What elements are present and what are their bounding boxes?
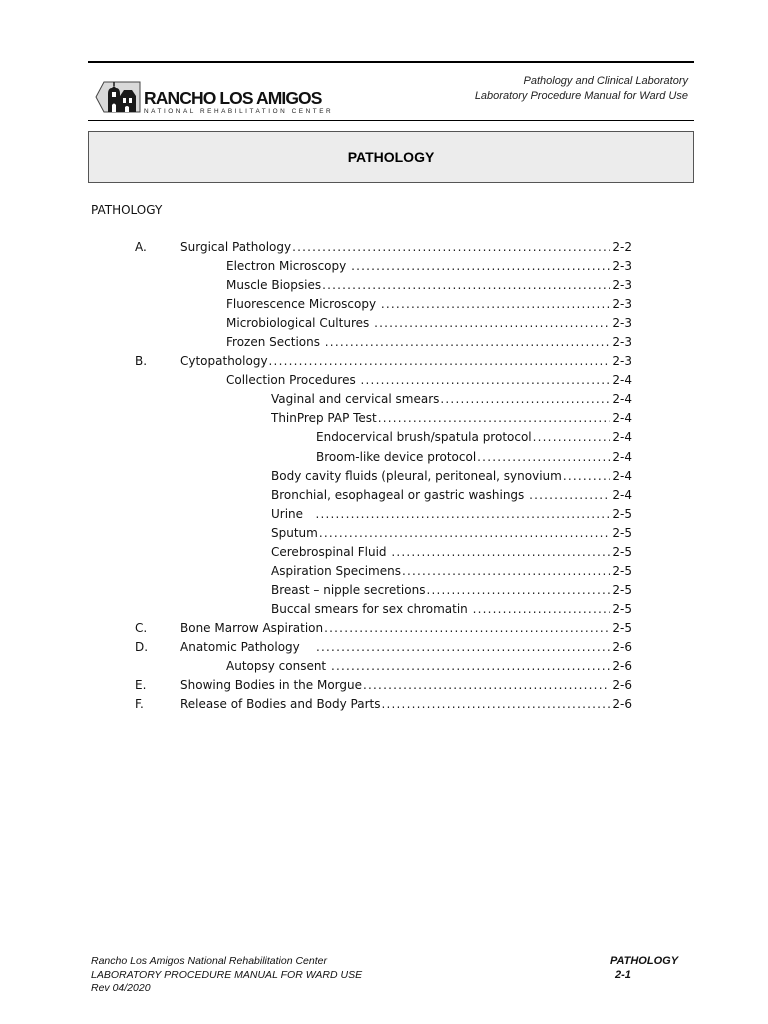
toc-row <box>0 314 768 333</box>
toc-row <box>0 581 768 600</box>
toc-row <box>0 428 768 447</box>
toc-entry-title: Electron Microscopy <box>226 257 350 276</box>
toc-entry-title: Collection Procedures <box>226 371 360 390</box>
toc-dot-leader <box>472 600 611 619</box>
toc-entry-title: Endocervical brush/spatula protocol <box>316 428 532 447</box>
footer-line-3: Rev 04/2020 <box>91 982 151 994</box>
toc-entry-title: Buccal smears for sex chromatin <box>271 600 472 619</box>
toc-row <box>0 695 768 714</box>
toc-page-number: 2-5 <box>612 620 632 635</box>
toc-row <box>0 505 768 524</box>
toc-page-number: 2-3 <box>612 335 632 350</box>
toc-entry[interactable] <box>316 428 632 447</box>
toc-entry-title: Fluorescence Microscopy <box>226 295 380 314</box>
toc-entry-title: Bone Marrow Aspiration <box>180 619 323 638</box>
toc-entry[interactable] <box>271 581 632 600</box>
toc-page-number: 2-5 <box>612 525 632 540</box>
toc-entry-title: Body cavity fluids (pleural, peritoneal, synovium <box>271 467 562 486</box>
toc-page-number: 2-4 <box>612 430 632 445</box>
toc-dot-leader <box>562 467 611 486</box>
toc-entry[interactable] <box>271 505 632 524</box>
toc-entry-title: Cytopathology <box>180 352 268 371</box>
toc-row <box>0 333 768 352</box>
toc-row <box>0 562 768 581</box>
toc-dot-leader <box>315 638 610 657</box>
table-of-contents <box>0 238 768 714</box>
toc-dot-leader <box>362 676 610 695</box>
toc-page-number: 2-6 <box>612 697 632 712</box>
toc-entry[interactable] <box>180 638 632 657</box>
toc-entry-title: Aspiration Specimens <box>271 562 401 581</box>
toc-dot-leader <box>401 562 610 581</box>
toc-page-number: 2-3 <box>612 259 632 274</box>
logo-subtitle: NATIONAL REHABILITATION CENTER <box>144 108 334 115</box>
logo <box>94 78 334 118</box>
toc-letter: A. <box>135 240 147 254</box>
toc-dot-leader <box>532 428 611 447</box>
toc-dot-leader <box>330 657 610 676</box>
toc-row <box>0 276 768 295</box>
toc-entry-title: Bronchial, esophageal or gastric washings <box>271 486 528 505</box>
page-title-box <box>88 131 694 183</box>
toc-entry-title: Autopsy consent <box>226 657 330 676</box>
toc-dot-leader <box>528 486 610 505</box>
toc-letter: C. <box>135 620 148 635</box>
toc-page-number: 2-3 <box>612 297 632 312</box>
header-line-1: Pathology and Clinical Laboratory <box>523 75 688 87</box>
toc-page-number: 2-3 <box>612 354 632 369</box>
top-rule <box>88 61 694 63</box>
toc-row <box>0 619 768 638</box>
toc-entry-title: Cerebrospinal Fluid <box>271 543 390 562</box>
toc-dot-leader <box>381 695 611 714</box>
toc-row <box>0 486 768 505</box>
toc-entry-title: Showing Bodies in the Morgue <box>180 676 362 695</box>
toc-row <box>0 524 768 543</box>
toc-page-number: 2-5 <box>612 601 632 616</box>
toc-dot-leader <box>314 505 610 524</box>
document-header-info <box>475 74 688 104</box>
toc-page-number: 2-6 <box>612 678 632 693</box>
page-title: PATHOLOGY <box>347 149 435 165</box>
toc-row <box>0 257 768 276</box>
toc-row <box>0 600 768 619</box>
toc-entry[interactable] <box>271 524 632 543</box>
toc-entry[interactable] <box>180 676 632 695</box>
toc-entry[interactable] <box>271 390 632 409</box>
toc-page-number: 2-5 <box>612 563 632 578</box>
toc-entry-title: Vaginal and cervical smears <box>271 390 439 409</box>
toc-entry[interactable] <box>226 276 632 295</box>
toc-entry[interactable] <box>180 619 632 638</box>
toc-dot-leader <box>425 581 610 600</box>
toc-entry[interactable] <box>271 600 632 619</box>
toc-dot-leader <box>323 619 610 638</box>
toc-dot-leader <box>268 352 611 371</box>
toc-row <box>0 390 768 409</box>
toc-entry-title: Release of Bodies and Body Parts <box>180 695 381 714</box>
toc-entry[interactable] <box>226 657 632 676</box>
toc-entry[interactable] <box>316 448 632 467</box>
toc-letter: D. <box>135 639 149 654</box>
toc-row <box>0 543 768 562</box>
toc-letter: F. <box>135 697 144 712</box>
toc-page-number: 2-5 <box>612 506 632 521</box>
toc-entry[interactable] <box>271 543 632 562</box>
toc-letter: E. <box>135 678 147 693</box>
toc-entry-title: Broom-like device protocol <box>316 448 476 467</box>
toc-entry[interactable] <box>271 562 632 581</box>
toc-entry[interactable] <box>226 257 632 276</box>
toc-entry[interactable] <box>226 333 632 352</box>
toc-entry-title: Muscle Biopsies <box>226 276 321 295</box>
toc-dot-leader <box>439 390 610 409</box>
toc-entry-title: Breast – nipple secretions <box>271 581 425 600</box>
toc-entry[interactable] <box>180 695 632 714</box>
toc-entry[interactable] <box>271 409 632 428</box>
toc-entry-title: Urine <box>271 505 314 524</box>
toc-page-number: 2-3 <box>612 278 632 293</box>
toc-page-number: 2-2 <box>612 240 632 254</box>
toc-entry-title: ThinPrep PAP Test <box>271 409 377 428</box>
section-heading: PATHOLOGY <box>91 203 163 217</box>
footer-section-title: PATHOLOGY <box>610 955 679 967</box>
footer-line-2: LABORATORY PROCEDURE MANUAL FOR WARD USE <box>91 968 363 981</box>
toc-row <box>0 409 768 428</box>
toc-dot-leader <box>321 276 610 295</box>
toc-dot-leader <box>380 295 611 314</box>
toc-entry-title: Surgical Pathology <box>180 238 291 257</box>
toc-page-number: 2-3 <box>612 316 632 331</box>
toc-entry[interactable] <box>180 238 632 257</box>
toc-row <box>0 371 768 390</box>
toc-page-number: 2-4 <box>612 392 632 407</box>
toc-entry-title: Sputum <box>271 524 318 543</box>
toc-row <box>0 676 768 695</box>
toc-entry-title: Frozen Sections <box>226 333 324 352</box>
toc-dot-leader <box>390 543 610 562</box>
header-rule <box>88 120 694 121</box>
toc-row <box>0 657 768 676</box>
toc-entry[interactable] <box>226 314 632 333</box>
toc-row <box>0 467 768 486</box>
toc-dot-leader <box>360 371 611 390</box>
toc-page-number: 2-6 <box>612 659 632 674</box>
toc-entry[interactable] <box>226 295 632 314</box>
toc-page-number: 2-5 <box>612 582 632 597</box>
toc-page-number: 2-4 <box>612 411 632 426</box>
toc-page-number: 2-4 <box>612 449 632 464</box>
toc-entry[interactable] <box>271 486 632 505</box>
mission-building-icon <box>94 78 142 116</box>
footer <box>91 955 362 996</box>
toc-dot-leader <box>476 448 610 467</box>
toc-dot-leader <box>324 333 611 352</box>
toc-page-number: 2-4 <box>612 487 632 502</box>
toc-entry-title: Anatomic Pathology <box>180 638 315 657</box>
page-number: 2-1 <box>615 968 631 981</box>
toc-row <box>0 238 768 257</box>
toc-entry-title: Microbiological Cultures <box>226 314 373 333</box>
toc-row <box>0 448 768 467</box>
toc-entry[interactable] <box>180 352 632 371</box>
toc-dot-leader <box>318 524 611 543</box>
header-line-2: Laboratory Procedure Manual for Ward Use <box>474 90 688 102</box>
logo-name: RANCHO LOS AMIGOS <box>144 88 322 108</box>
toc-page-number: 2-6 <box>612 639 632 654</box>
toc-row <box>0 295 768 314</box>
toc-row <box>0 352 768 371</box>
toc-dot-leader <box>350 257 610 276</box>
footer-right <box>600 955 690 982</box>
toc-dot-leader <box>291 238 610 257</box>
toc-page-number: 2-4 <box>612 468 632 483</box>
toc-row <box>0 638 768 657</box>
footer-line-1: Rancho Los Amigos National Rehabilitation Center <box>91 955 327 967</box>
toc-page-number: 2-4 <box>612 373 632 388</box>
toc-page-number: 2-5 <box>612 544 632 559</box>
toc-letter: B. <box>135 354 148 369</box>
toc-entry[interactable] <box>271 467 632 486</box>
toc-dot-leader <box>373 314 610 333</box>
toc-dot-leader <box>377 409 611 428</box>
toc-entry[interactable] <box>226 371 632 390</box>
